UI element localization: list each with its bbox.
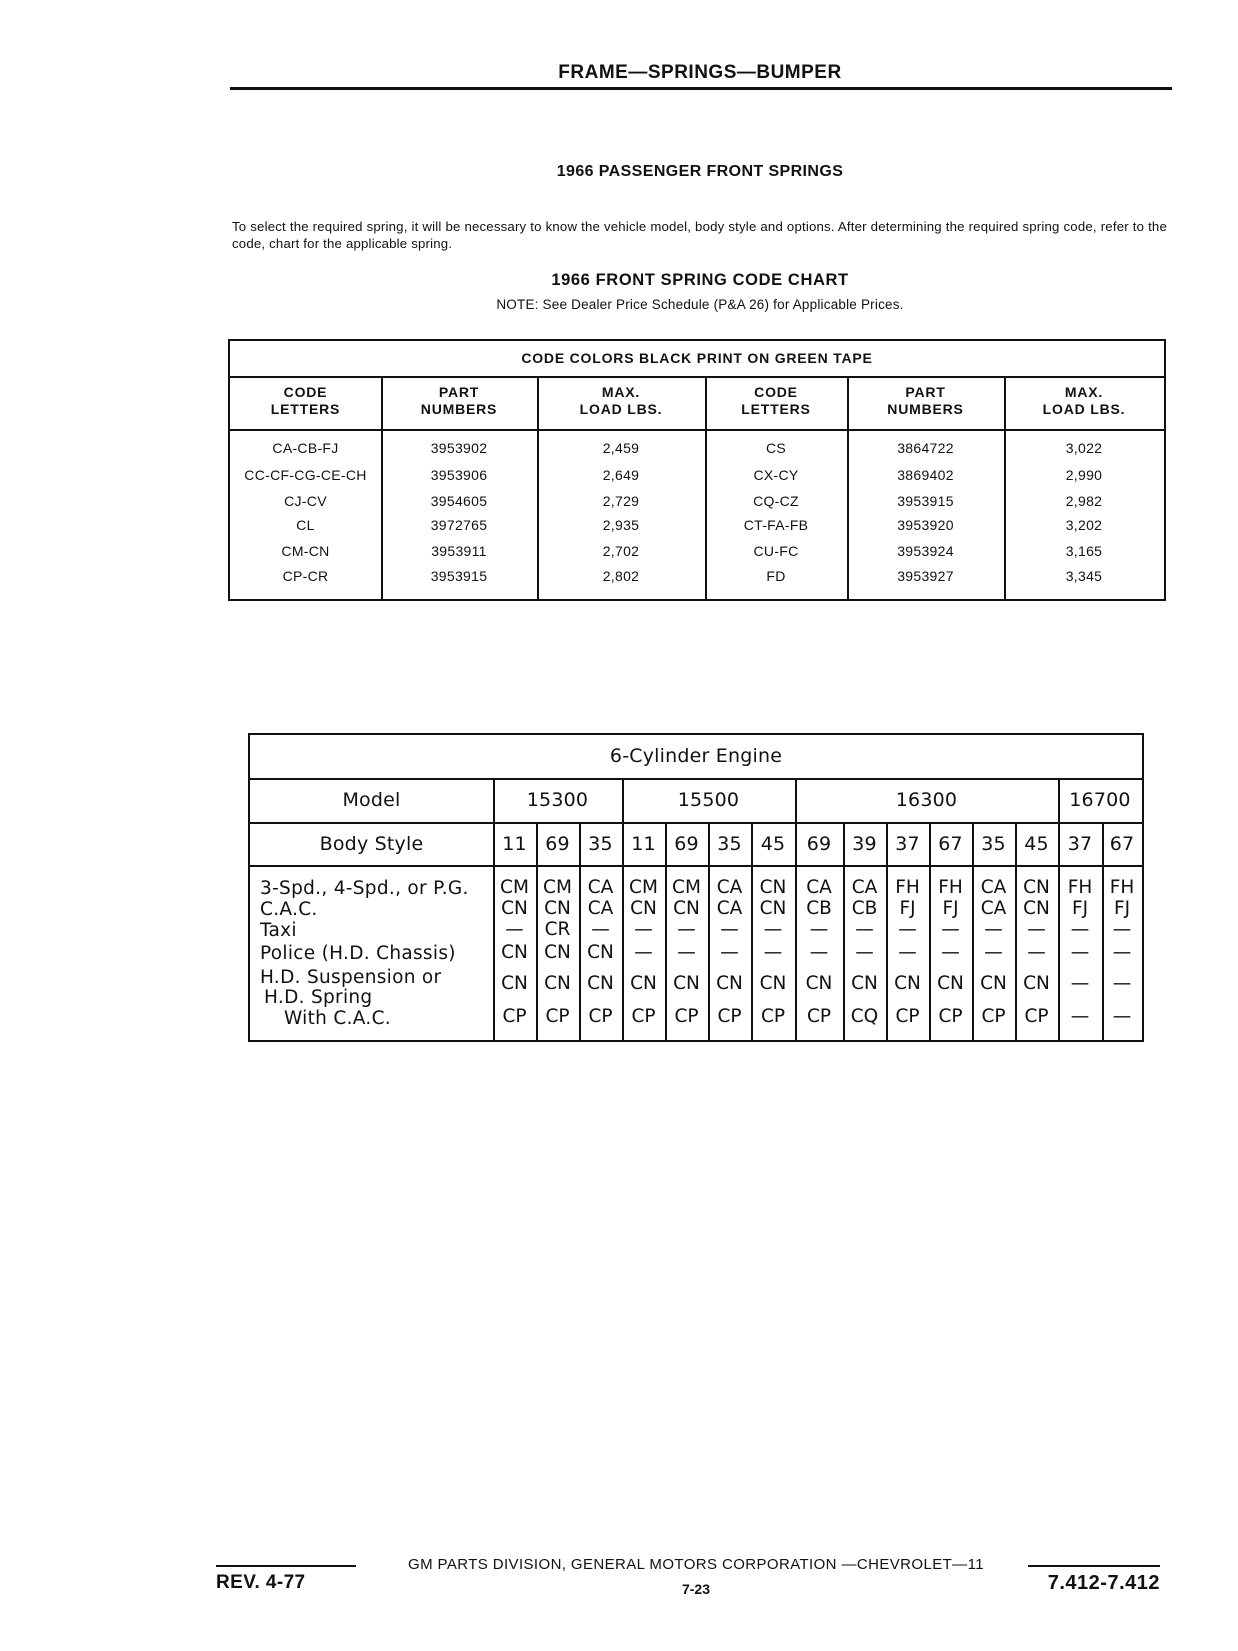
spring-code-cell: CN [587, 942, 614, 963]
spring-code-cell: CM [672, 877, 701, 898]
spring-code-cell: FJ [1113, 898, 1131, 919]
spring-code-cell: CR [544, 919, 571, 940]
row-divider [250, 778, 1142, 780]
body-style-code: 69 [674, 833, 699, 855]
spring-code-cell: CN [501, 973, 528, 994]
spring-code-cell: CB [806, 898, 832, 919]
table-cell: CM-CN [281, 543, 330, 559]
spring-code-cell: CN [1023, 898, 1050, 919]
spring-code-cell: — [1027, 919, 1046, 940]
spring-code-cell: CN [759, 877, 787, 898]
table-cell: CQ-CZ [753, 493, 799, 509]
spring-code-cell: — [1070, 1006, 1090, 1027]
body-style-code: 45 [760, 833, 786, 855]
table-cell: 3953927 [897, 568, 954, 584]
row-label: With C.A.C. [284, 1008, 391, 1029]
spring-code-cell: CP [806, 1006, 832, 1027]
spring-code-cell: — [984, 919, 1003, 940]
footer-rule [1028, 1565, 1160, 1567]
spring-code-cell: CP [717, 1006, 742, 1027]
spring-code-cell: CQ [850, 1006, 879, 1027]
row-label: Taxi [260, 920, 297, 941]
row-divider [250, 865, 1142, 867]
table-cell: 3,165 [1065, 543, 1103, 559]
spring-code-cell: — [763, 942, 783, 963]
body-style-code: 11 [502, 833, 527, 855]
body-style-code: 37 [895, 833, 920, 855]
spring-code-cell: — [809, 942, 829, 963]
footer-section-number: 7.412-7.412 [1047, 1572, 1160, 1594]
spring-code-cell: — [763, 919, 783, 940]
spring-code-cell: CN [544, 973, 571, 994]
body-style-code: 11 [631, 833, 656, 855]
spring-code-cell: — [898, 942, 917, 963]
spring-code-cell: — [1070, 973, 1090, 994]
footer-organization: GM PARTS DIVISION, GENERAL MOTORS CORPORATION —CHEVROLET—11 [408, 1556, 984, 1573]
table-cell: 2,649 [602, 467, 640, 483]
model-number: 16700 [1069, 789, 1131, 811]
table-cell: CS [765, 440, 787, 456]
spring-code-cell: — [1112, 973, 1132, 994]
spring-code-cell: CM [500, 877, 529, 898]
spring-code-cell: FJ [899, 898, 916, 919]
column-header: PART NUMBERS [420, 384, 498, 417]
table-cell: CP-CR [282, 568, 329, 584]
model-number: 15300 [526, 789, 589, 811]
model-label: Model [342, 789, 401, 811]
table-cell: CT-FA-FB [743, 517, 809, 533]
column-header: CODE LETTERS [270, 384, 341, 417]
spring-code-cell: CA [980, 877, 1007, 898]
table-cell: 2,459 [602, 440, 640, 456]
body-style-code: 69 [545, 833, 570, 855]
spring-code-cell: — [634, 942, 653, 963]
spring-code-cell: CN [1023, 877, 1050, 898]
spring-code-cell: CB [851, 898, 878, 919]
spring-code-cell: — [505, 919, 524, 940]
table-cell: FD [766, 568, 786, 584]
spring-code-cell: FH [1067, 877, 1093, 898]
table-cell: CL [296, 517, 315, 533]
engine-table-title: 6-Cylinder Engine [609, 745, 783, 767]
body-style-code: 35 [588, 833, 613, 855]
table-cell: 3,202 [1065, 517, 1103, 533]
spring-code-cell: — [677, 942, 696, 963]
model-number: 16300 [895, 789, 958, 811]
row-label: Police (H.D. Chassis) [260, 943, 456, 964]
body-style-label: Body Style [319, 833, 424, 855]
spring-code-cell: CP [938, 1006, 963, 1027]
table-cell: 3953924 [897, 543, 954, 559]
spring-code-cell: CP [981, 1006, 1006, 1027]
spring-code-cell: — [1070, 919, 1090, 940]
row-label: 3-Spd., 4-Spd., or P.G. [260, 878, 469, 899]
spring-code-cell: CN [630, 898, 657, 919]
spring-code-cell: CN [544, 898, 571, 919]
spring-code-cell: CN [673, 973, 700, 994]
table-cell: 2,982 [1065, 493, 1103, 509]
body-style-code: 67 [938, 833, 963, 855]
spring-code-cell: — [1070, 942, 1090, 963]
table-cell: CX-CY [753, 467, 799, 483]
spring-code-cell: CN [894, 973, 921, 994]
spring-code-cell: FJ [942, 898, 959, 919]
spring-code-cell: CP [895, 1006, 920, 1027]
spring-code-cell: CA [587, 898, 614, 919]
table-cell: 3953915 [430, 568, 488, 584]
column-header: MAX. LOAD LBS. [579, 384, 663, 417]
table-cell: CJ-CV [284, 493, 327, 509]
code-chart-note: NOTE: See Dealer Price Schedule (P&A 26) for Applicable Prices. [496, 297, 904, 312]
spring-code-cell: CN [1023, 973, 1050, 994]
body-style-code: 67 [1109, 833, 1135, 855]
body-style-code: 35 [717, 833, 742, 855]
table-cell: 3953911 [431, 543, 487, 559]
footer-revision: REV. 4-77 [216, 1572, 306, 1593]
spring-code-cell: FH [895, 877, 920, 898]
spring-code-cell: CN [630, 973, 657, 994]
spring-code-cell: CN [937, 973, 964, 994]
table-cell: 3953915 [897, 493, 954, 509]
body-style-code: 45 [1024, 833, 1049, 855]
table-cell: 2,935 [602, 517, 640, 533]
footer-page-number: 7-23 [681, 1581, 711, 1597]
table-cell: 3972765 [430, 517, 488, 533]
spring-code-cell: CN [805, 973, 833, 994]
spring-code-cell: — [591, 919, 610, 940]
table-cell: 3953902 [430, 440, 488, 456]
table-cell: 2,990 [1065, 467, 1103, 483]
table-cell: 2,729 [602, 493, 640, 509]
spring-code-cell: — [941, 942, 960, 963]
spring-code-cell: — [1112, 919, 1132, 940]
body-style-code: 39 [852, 833, 877, 855]
row-label: H.D. Suspension or [260, 967, 442, 988]
table-cell: CA-CB-FJ [272, 440, 339, 456]
spring-code-table [228, 339, 1166, 601]
table-cell: 3,345 [1065, 568, 1103, 584]
spring-code-cell: CN [759, 898, 787, 919]
row-divider [250, 822, 1142, 824]
spring-code-cell: — [855, 942, 874, 963]
spring-code-cell: CN [501, 942, 528, 963]
column-header: PART NUMBERS [887, 384, 964, 417]
column-header: MAX. LOAD LBS. [1042, 384, 1126, 417]
spring-code-cell: FJ [1071, 898, 1089, 919]
spring-code-cell: CP [1024, 1006, 1049, 1027]
table-cell: 3953906 [430, 467, 488, 483]
table-cell: CC-CF-CG-CE-CH [244, 467, 367, 483]
footer-rule [216, 1565, 356, 1567]
spring-code-cell: — [1027, 942, 1046, 963]
table-cell: 3864722 [897, 440, 954, 456]
spring-code-cell: CP [545, 1006, 570, 1027]
six-cylinder-engine-table [248, 733, 1144, 1042]
table-cell: 3,022 [1065, 440, 1103, 456]
spring-code-cell: — [634, 919, 653, 940]
spring-code-cell: CN [980, 973, 1007, 994]
model-number: 15500 [677, 789, 740, 811]
spring-code-cell: CA [980, 898, 1007, 919]
spring-code-cell: CN [587, 973, 614, 994]
spring-code-cell: CA [716, 877, 743, 898]
spring-code-cell: — [677, 919, 696, 940]
spring-code-cell: CN [759, 973, 787, 994]
spring-code-cell: — [898, 919, 917, 940]
table-cell: 3869402 [897, 467, 954, 483]
spring-code-cell: — [720, 919, 739, 940]
row-label: C.A.C. [260, 899, 318, 920]
spring-code-cell: CP [760, 1006, 786, 1027]
spring-code-cell: CN [673, 898, 700, 919]
intro-paragraph: To select the required spring, it will be necessary to know the vehicle model, body style and options. After determining the required spring code, refer to the code, chart for the applicable spring. [232, 219, 1167, 251]
spring-code-cell: CN [544, 942, 571, 963]
table-cell: 3954605 [430, 493, 488, 509]
header-rule [230, 87, 1172, 90]
spring-code-cell: — [720, 942, 739, 963]
code-chart-title: 1966 FRONT SPRING CODE CHART [551, 271, 849, 289]
spring-code-cell: FH [938, 877, 963, 898]
body-style-code: 37 [1067, 833, 1093, 855]
table-cell: 3953920 [897, 517, 954, 533]
spring-code-cell: CP [502, 1006, 527, 1027]
table-cell: 2,802 [602, 568, 640, 584]
spring-code-cell: — [941, 919, 960, 940]
spring-code-cell: CA [851, 877, 878, 898]
spring-code-cell: CP [674, 1006, 699, 1027]
spring-code-cell: CP [588, 1006, 613, 1027]
spring-code-cell: CM [629, 877, 658, 898]
spring-code-cell: — [984, 942, 1003, 963]
spring-code-cell: CA [716, 898, 743, 919]
code-colors-banner: CODE COLORS BLACK PRINT ON GREEN TAPE [230, 341, 1164, 378]
section-title: 1966 PASSENGER FRONT SPRINGS [556, 163, 844, 180]
table-cell: CU-FC [753, 543, 799, 559]
spring-code-cell: CP [631, 1006, 656, 1027]
spring-code-cell: — [809, 919, 829, 940]
body-style-code: 69 [806, 833, 832, 855]
row-label: H.D. Spring [264, 987, 373, 1008]
spring-code-cell: — [1112, 942, 1132, 963]
spring-code-cell: — [855, 919, 874, 940]
spring-code-cell: — [1112, 1006, 1132, 1027]
spring-code-cell: CN [716, 973, 743, 994]
page-header-title: FRAME—SPRINGS—BUMPER [558, 62, 842, 83]
spring-code-cell: CN [501, 898, 528, 919]
table-cell: 2,702 [602, 543, 640, 559]
body-style-code: 35 [981, 833, 1006, 855]
spring-code-cell: CA [806, 877, 832, 898]
spring-code-cell: CM [543, 877, 572, 898]
spring-code-cell: CA [587, 877, 614, 898]
spring-code-cell: CN [851, 973, 878, 994]
column-header: CODE LETTERS [741, 384, 811, 417]
spring-code-cell: FH [1109, 877, 1135, 898]
